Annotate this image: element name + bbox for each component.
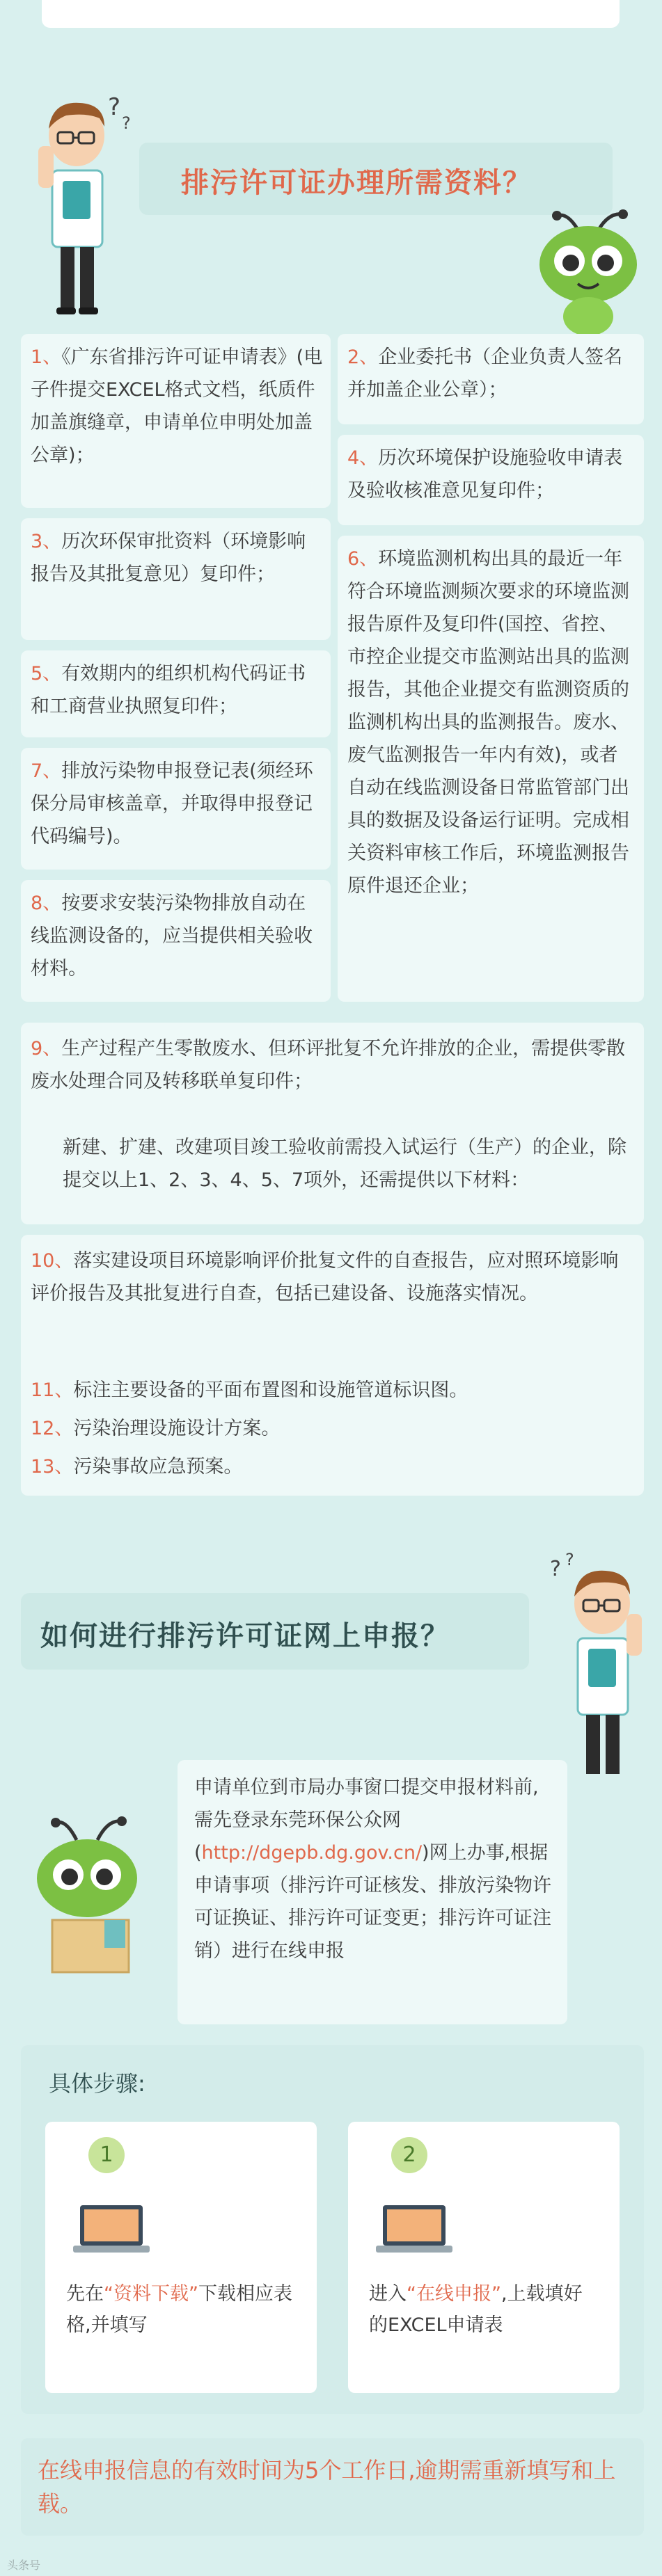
item-text: 环境监测机构出具的最近一年符合环境监测频次要求的环境监测报告原件及复印件(国控、省控、市控企业提交市监测站出具的监测报告，其他企业提交有监测资质的监测机构出具的监测报告。废水、废气监测报告一年内有效)，或者自动在线监测设备日常监管部门出具的数据及设备运行证明。完成相关资料审核工作后，环境监测报告原件退还企业； (347, 548, 629, 897)
step-text: 先在“资料下载”下载相应表格,并填写 (66, 2283, 292, 2336)
top-card-edge (42, 0, 620, 28)
thinking-person-illustration (536, 1544, 654, 1781)
svg-text:?: ? (550, 1557, 561, 1581)
notice-card (21, 2438, 644, 2536)
item-card-3 (21, 518, 331, 640)
ant-mascot-icon (529, 209, 647, 341)
item-card-7 (21, 748, 331, 870)
item-number: 12、 (31, 1418, 74, 1439)
item-number: 13、 (31, 1456, 74, 1478)
download-link[interactable]: “资料下载” (104, 2283, 198, 2305)
item-text: 企业委托书（企业负责人签名并加盖企业公章）； (347, 346, 623, 401)
item-text: 排放污染物申报登记表(须经环保分局审核盖章，并取得申报登记代码编号)。 (31, 760, 313, 847)
item-number: 4、 (347, 447, 379, 469)
item-card-1 (21, 334, 331, 508)
step-card-1 (45, 2122, 317, 2393)
ant-mascot-icon (21, 1816, 160, 1983)
laptop-icon (73, 2198, 150, 2261)
item-number: 2、 (347, 346, 379, 368)
item-text: 生产过程产生零散废水、但环评批复不允许排放的企业，需提供零散废水处理合同及转移联单复印件； (31, 1038, 626, 1092)
svg-text:?: ? (108, 93, 121, 121)
step-card-2 (348, 2122, 620, 2393)
item-card-4 (338, 435, 644, 525)
item-number: 5、 (31, 663, 62, 685)
item-text: 污染事故应急预案。 (73, 1456, 243, 1478)
item-text: 《广东省排污许可证申请表》(电子件提交EXCEL格式文档，纸质件加盖旗缝章，申请单位申明处加盖公章)； (31, 346, 323, 466)
notice-text: 在线申报信息的有效时间为5个工作日,逾期需重新填写和上载。 (38, 2457, 616, 2517)
section1-title-banner (139, 143, 613, 215)
item-text: 落实建设项目环境影响评价批复文件的自查报告，应对照环境影响评价报告及其批复进行自查，包括已建设备、设施落实情况。 (31, 1250, 619, 1304)
item-card-9 (21, 1023, 644, 1224)
item-card-6 (338, 536, 644, 1002)
thinking-person-illustration (24, 83, 143, 320)
item-card-5 (21, 650, 331, 737)
item-text: 污染治理设施设计方案。 (73, 1418, 281, 1439)
laptop-icon (376, 2198, 452, 2261)
step-number: 1 (88, 2137, 125, 2173)
section2-title-banner (21, 1593, 529, 1670)
online-apply-link[interactable]: “在线申报” (407, 2283, 501, 2305)
step-number: 2 (391, 2137, 427, 2173)
footer-watermark: 头条号 (7, 2559, 41, 2572)
item-card-8 (21, 880, 331, 1002)
item-number: 3、 (31, 531, 62, 552)
section1-title: 排污许可证办理所需资料？ (181, 167, 532, 199)
item-number: 8、 (31, 893, 62, 914)
item-text: 标注主要设备的平面布置图和设施管道标识图。 (73, 1379, 468, 1401)
items-card-10-13 (21, 1235, 644, 1496)
item-9-extra: 新建、扩建、改建项目竣工验收前需投入试运行（生产）的企业，除提交以上1、2、3、4、5、7项外，还需提供以下材料： (63, 1137, 626, 1191)
section2-title: 如何进行排污许可证网上申报？ (40, 1620, 450, 1652)
svg-text:?: ? (565, 1550, 574, 1569)
intro-text: 申请单位到市局办事窗口提交申报材料前,需先登录东莞环保公众网(http://dgepb.dg.gov.cn/)网上办事,根据申请事项（排污许可证核发、排放污染物许可证换证、排污许可证变更；排污许可证注销）进行在线申报 (194, 1777, 551, 1962)
item-text: 按要求安装污染物排放自动在线监测设备的，应当提供相关验收材料。 (31, 893, 313, 979)
item-card-2 (338, 334, 644, 424)
item-number: 11、 (31, 1379, 74, 1401)
item-number: 6、 (347, 548, 379, 570)
svg-text:?: ? (122, 113, 131, 133)
intro-card (178, 1760, 567, 2024)
item-number: 7、 (31, 760, 62, 782)
item-number: 9、 (31, 1038, 62, 1059)
item-text: 有效期内的组织机构代码证书和工商营业执照复印件； (31, 663, 306, 717)
steps-panel (21, 2045, 644, 2414)
site-link[interactable]: http://dgepb.dg.gov.cn/ (201, 1842, 423, 1864)
step-text: 进入“在线申报”,上载填好的EXCEL申请表 (369, 2283, 583, 2336)
item-number: 10、 (31, 1250, 74, 1272)
item-text: 历次环保审批资料（环境影响报告及其批复意见）复印件； (31, 531, 306, 585)
item-text: 历次环境保护设施验收申请表及验收核准意见复印件； (347, 447, 623, 502)
steps-label: 具体步骤: (49, 2070, 145, 2097)
item-number: 1、 (31, 346, 62, 368)
